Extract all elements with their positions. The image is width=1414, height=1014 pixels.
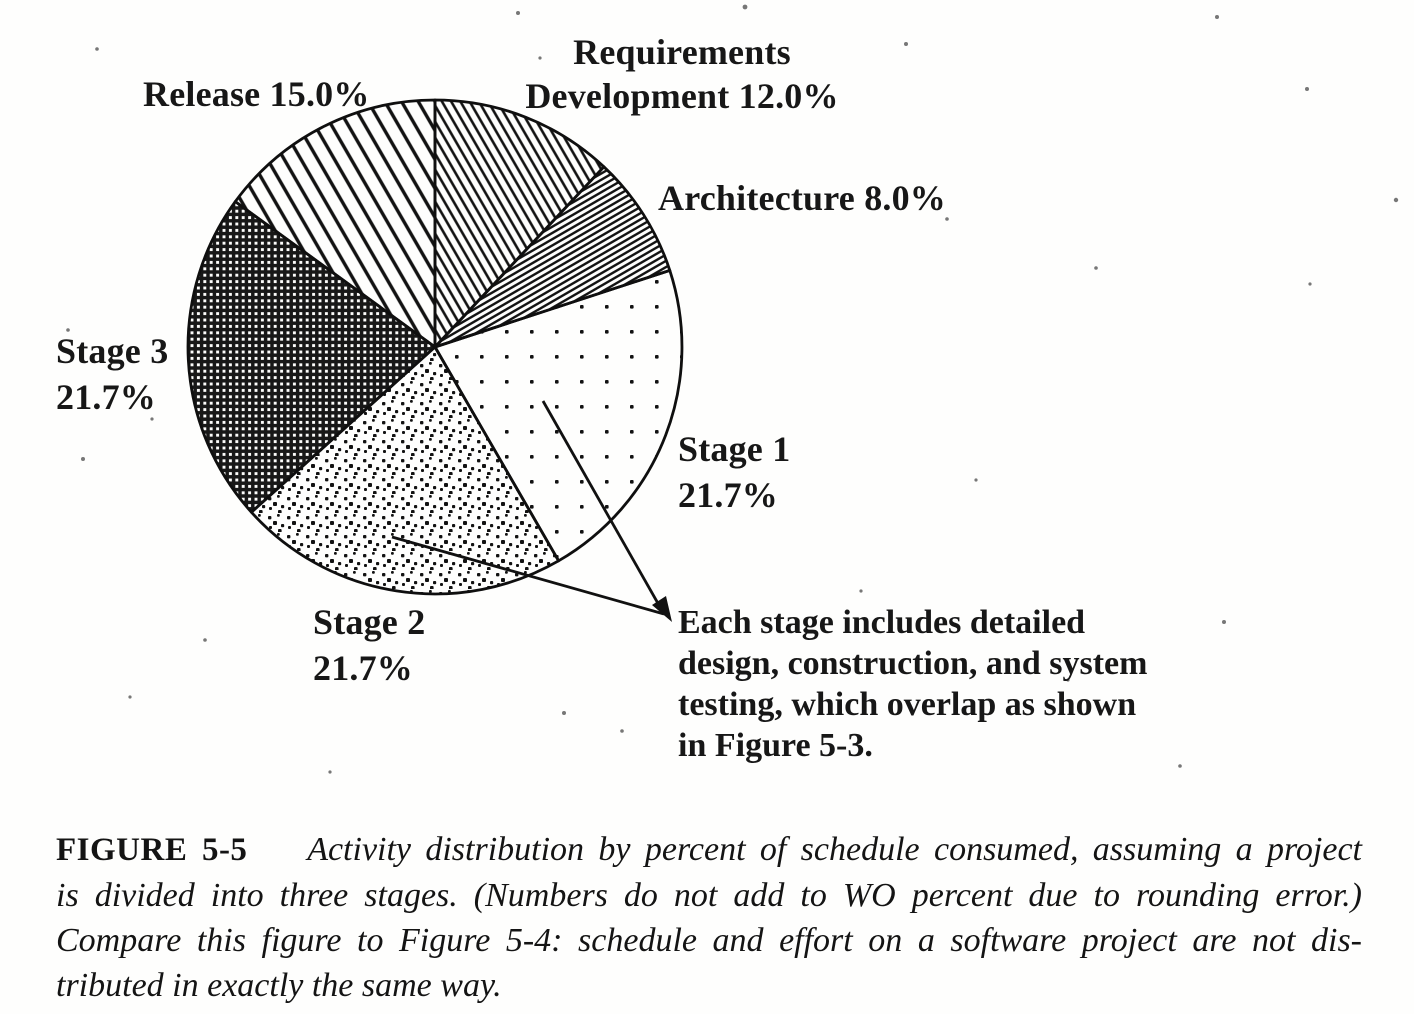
caption-line-1 [56, 827, 1362, 873]
label-line: Development 12.0% [525, 76, 839, 116]
label-line: Requirements [573, 32, 791, 72]
annotation-line: testing, which overlap as shown [678, 686, 1137, 723]
caption-text: Activity distribution by percent of schedule consumed, assuming a project [307, 831, 1363, 868]
label-line: Architecture 8.0% [658, 178, 946, 218]
label-architecture [658, 176, 946, 220]
label-stage1 [678, 426, 790, 518]
label-line: 21.7% [678, 475, 778, 515]
label-line: Stage 2 [313, 602, 426, 642]
label-stage2 [313, 599, 425, 691]
label-stage3 [56, 328, 168, 420]
label-line: Release 15.0% [143, 74, 370, 114]
caption-line-3: Compare this figure to Figure 5-4: schedule and effort on a software project are not dis- [56, 922, 1362, 959]
pie-slices [188, 100, 682, 594]
annotation-line: Each stage includes detailed [678, 604, 1086, 641]
caption-line-4: tributed in exactly the same way. [56, 967, 502, 1004]
figure-caption [56, 827, 1362, 1008]
annotation-line: in Figure 5-3. [678, 727, 873, 764]
figure-number: FIGURE 5-5 [56, 832, 248, 868]
label-line: 21.7% [56, 377, 156, 417]
label-line: Stage 1 [678, 429, 791, 469]
label-line: 21.7% [313, 648, 413, 688]
label-line: Stage 3 [56, 331, 169, 371]
annotation-line: design, construction, and system [678, 645, 1148, 682]
caption-line-2: is divided into three stages. (Numbers do not add to WO percent due to rounding error.) [56, 877, 1362, 914]
stage-annotation [678, 602, 1147, 766]
label-requirements-development [492, 30, 872, 118]
label-release [143, 72, 370, 116]
